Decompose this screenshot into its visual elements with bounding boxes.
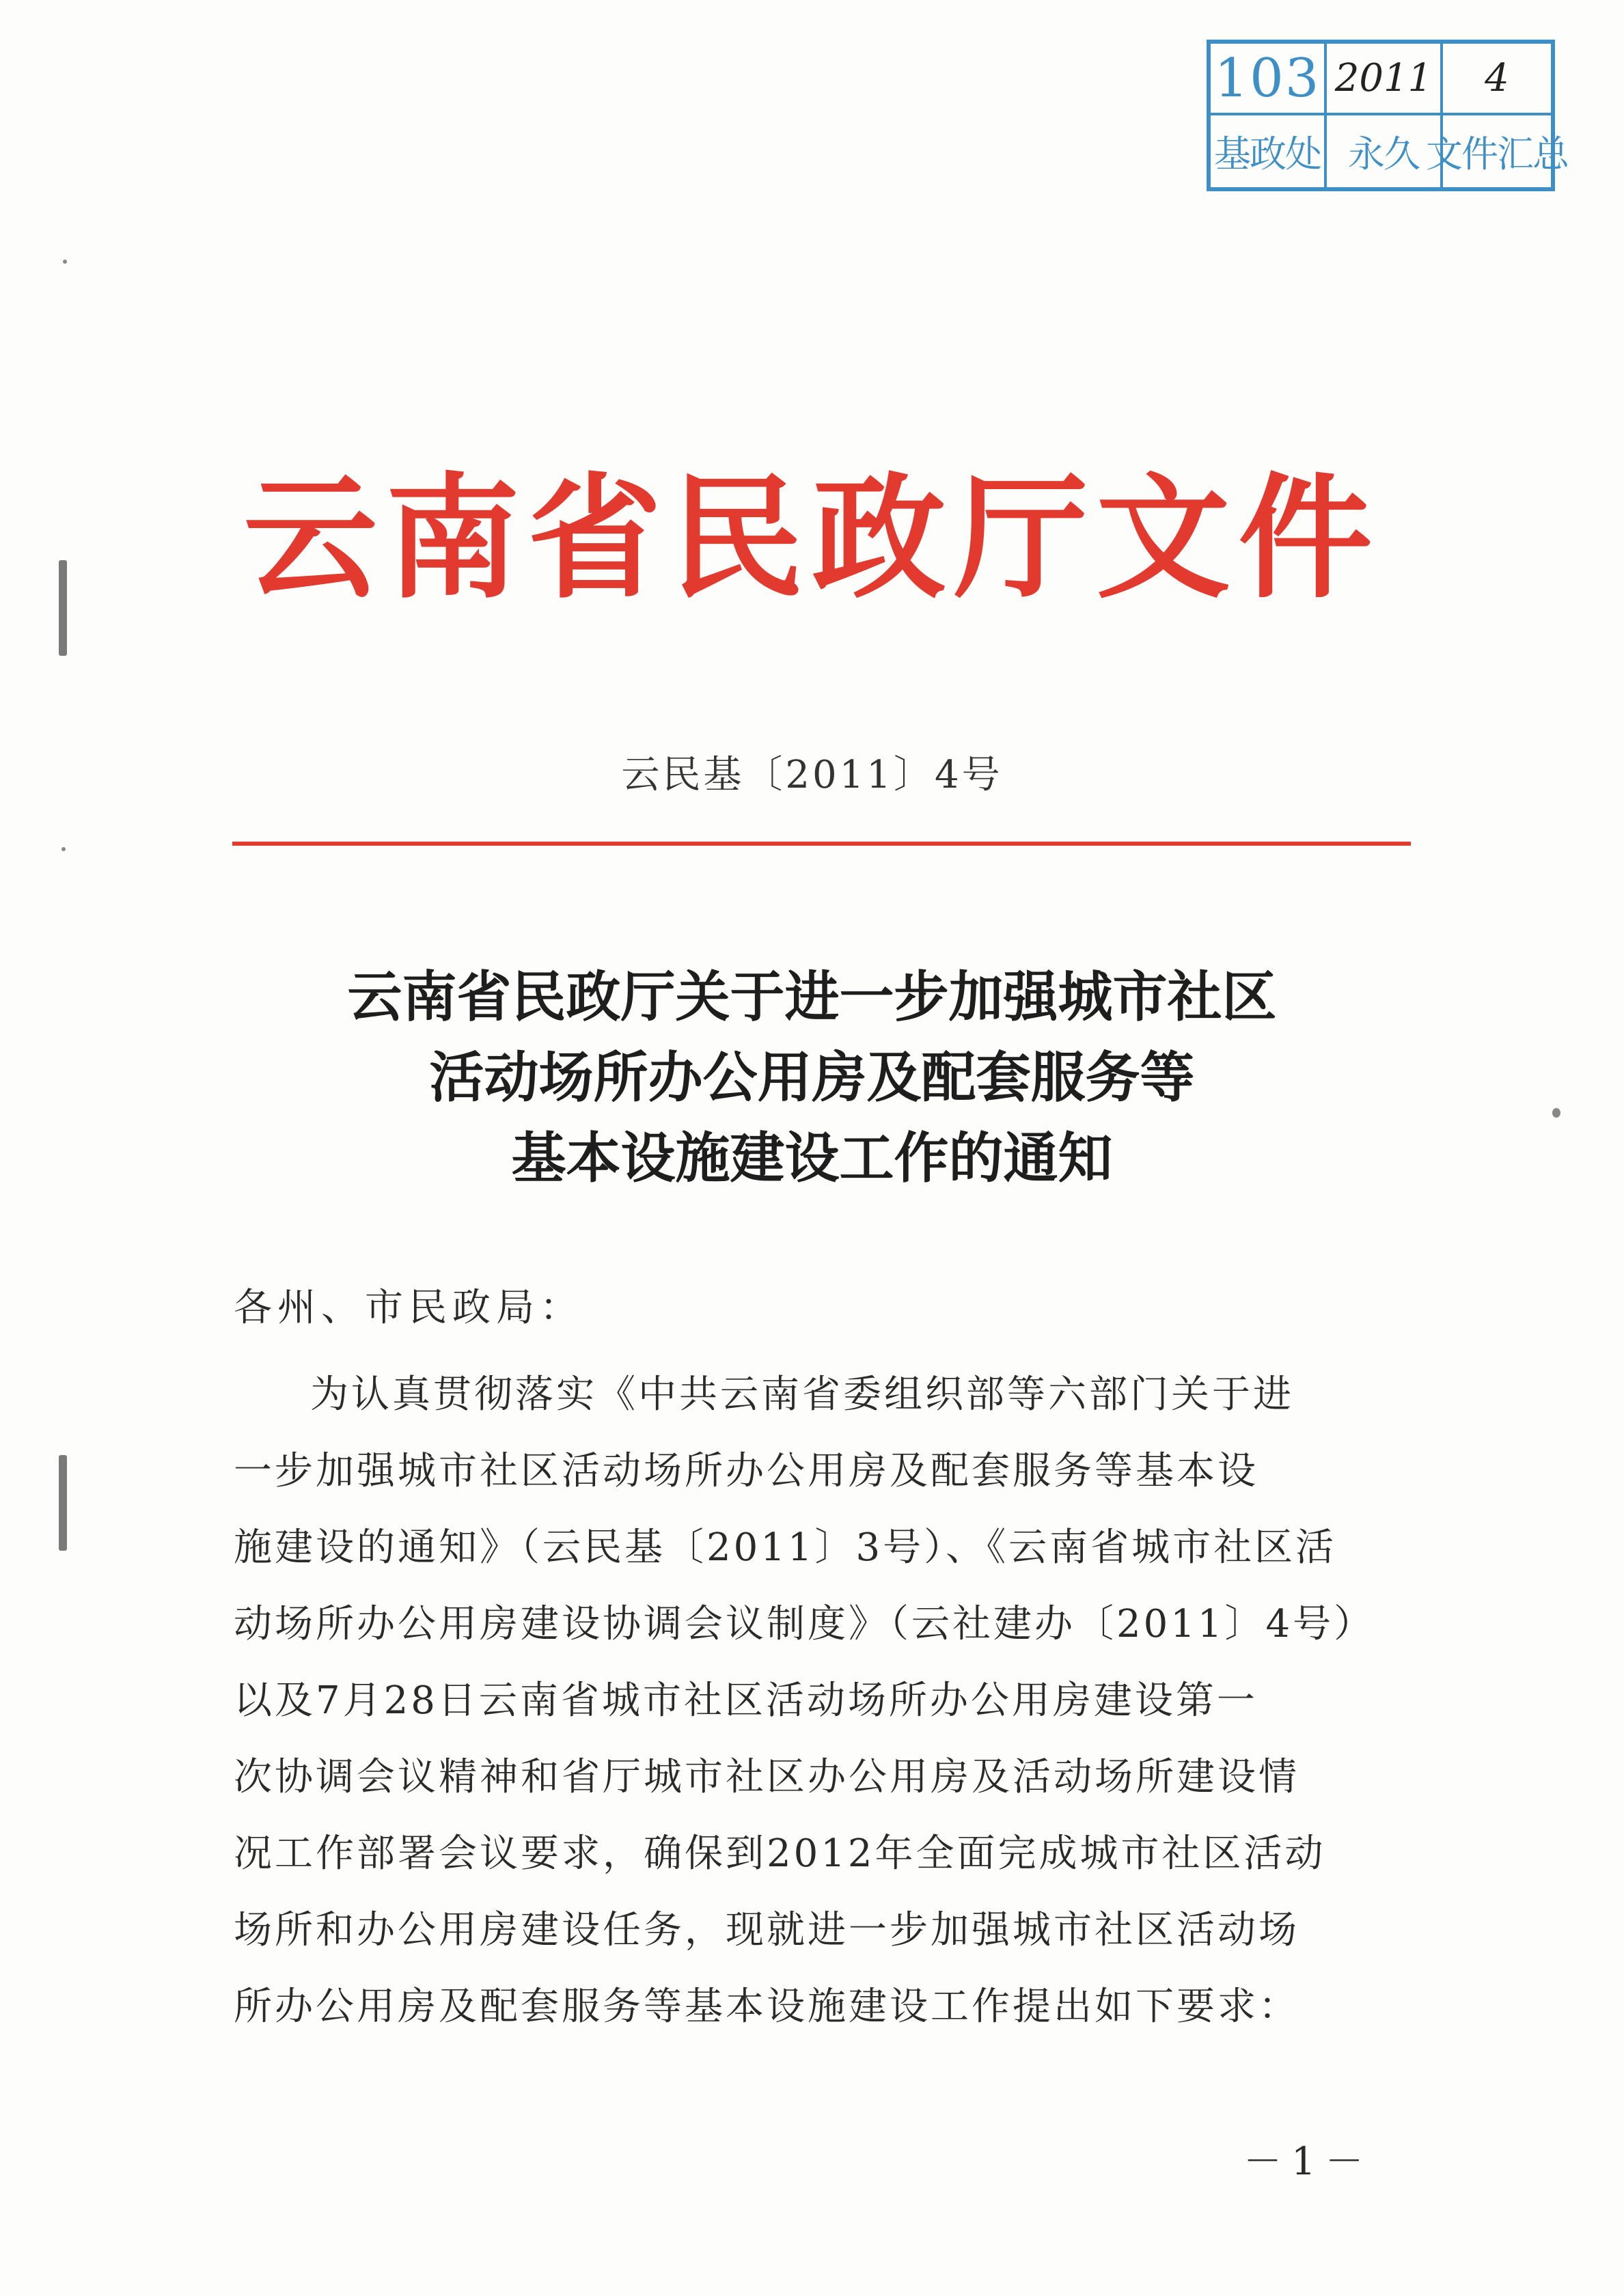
stamp-year: 2011 — [1327, 44, 1443, 115]
archive-stamp — [1207, 40, 1568, 191]
stamp-category: 文件汇总 — [1426, 133, 1568, 176]
scan-speck — [61, 847, 66, 851]
body-line: 一步加强城市社区活动场所办公用房及配套服务等基本设 — [234, 1449, 1258, 1493]
stamp-retention: 永久 — [1327, 115, 1443, 187]
body-line: 况工作部署会议要求，确保到2012年全面完成城市社区活动 — [234, 1831, 1326, 1876]
body-line: 动场所办公用房建设协调会议制度》（云社建办〔2011〕4号） — [234, 1602, 1375, 1646]
scan-speck — [63, 260, 67, 264]
body-line: 场所和办公用房建设任务，现就进一步加强城市社区活动场 — [234, 1908, 1299, 1952]
stamp-serial: 4 — [1443, 44, 1551, 115]
body-line: 所办公用房及配套服务等基本设施建设工作提出如下要求： — [234, 1984, 1299, 2029]
title-line: 基本设施建设工作的通知 — [511, 1126, 1113, 1190]
document-number: 云民基〔2011〕4号 — [621, 753, 1003, 797]
body-text — [234, 1357, 1395, 2045]
binding-staple-bottom — [59, 1455, 67, 1551]
title-line: 云南省民政厅关于进一步加强城市社区 — [347, 965, 1277, 1029]
stamp-number: 103 — [1211, 44, 1327, 115]
body-line: 为认真贯彻落实《中共云南省委组织部等六部门关于进 — [310, 1372, 1294, 1417]
title-line: 活动场所办公用房及配套服务等 — [429, 1045, 1195, 1109]
body-line: 次协调会议精神和省厅城市社区办公用房及活动场所建设情 — [234, 1755, 1299, 1799]
red-masthead: 云南省民政厅文件 — [243, 460, 1381, 617]
page-number: －1－ — [1243, 2140, 1373, 2184]
salutation: 各州、市民政局： — [234, 1286, 583, 1330]
document-title — [0, 956, 1624, 1198]
body-line: 施建设的通知》（云民基〔2011〕3号）、《云南省城市社区活 — [234, 1525, 1337, 1570]
body-line: 以及7月28日云南省城市社区活动场所办公用房建设第一 — [234, 1678, 1258, 1723]
stamp-department: 基政处 — [1211, 115, 1327, 187]
red-divider — [232, 842, 1411, 846]
